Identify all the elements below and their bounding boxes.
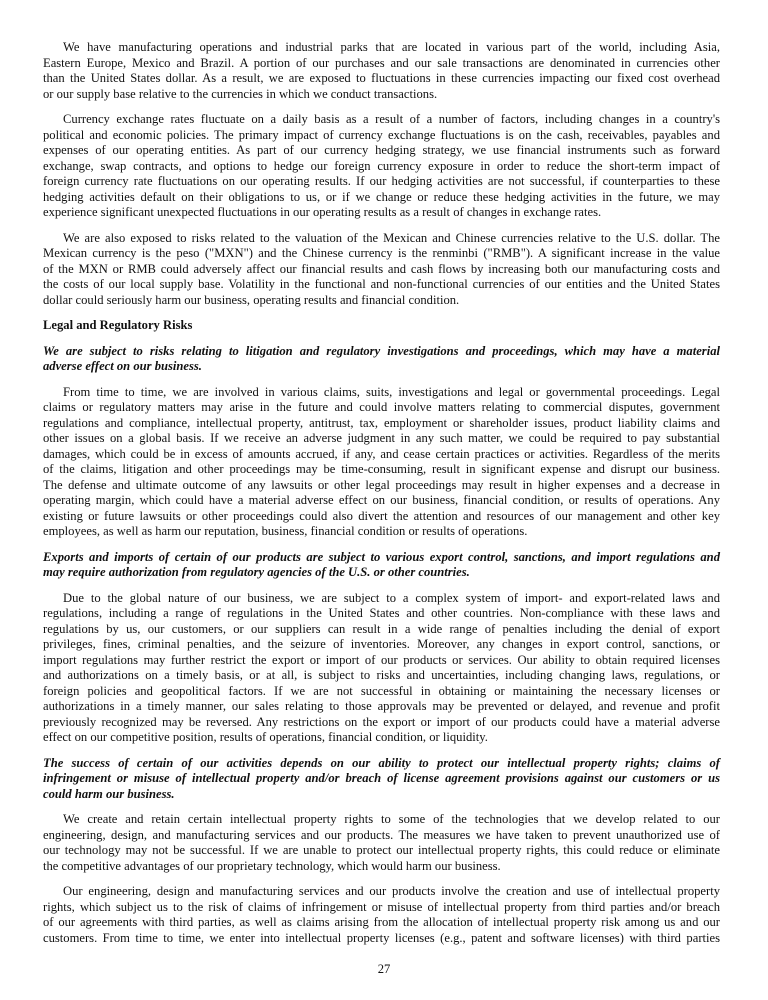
text-line: We are also exposed to risks related to the valuation of the Mexican and Chinese currencies relative to the U.S. dollar. The — [63, 230, 720, 245]
text-line: may require authorization from regulatory agencies of the U.S. or other countries. — [43, 565, 470, 579]
risk-heading — [43, 756, 720, 803]
text-line: employees, as well as harm our reputation, business, financial condition or results of operations. — [43, 524, 528, 538]
body-paragraph — [43, 385, 720, 540]
text-line: expenses of our operating entities. As part of our currency hedging strategy, we use financial instruments such as forward — [43, 143, 720, 157]
text-line: Our engineering, design and manufacturing services and our products involve the creation and use of intellectual property — [63, 884, 720, 898]
section-heading — [43, 318, 720, 334]
text-line: the competitive advantages of our proprietary technology, which would harm our business. — [43, 858, 501, 873]
text-line: existing or future lawsuits or other proceedings could also divert the attention and resources of our management and other key — [43, 508, 720, 523]
text-line: than the United States dollar. As a result, we are exposed to fluctuations in these currencies impacting our fixed cost overhead — [43, 71, 720, 85]
text-line: customers. From time to time, we enter into intellectual property licenses (e.g., patent and software licenses) with third parties — [43, 930, 720, 945]
text-line: Due to the global nature of our business, we are subject to a complex system of import- and export-related laws and — [63, 590, 720, 605]
text-line: privileges, fines, criminal penalties, and the seizure of inventories. Moreover, any changes in export control, sanctions, or — [43, 637, 720, 651]
text-line: of the MXN or RMB could adversely affect our financial results and cash flows by increasing both our manufacturing costs and — [43, 261, 720, 276]
body-paragraph — [43, 812, 720, 874]
body-paragraph — [43, 231, 720, 309]
text-line: We have manufacturing operations and industrial parks that are located in various part of the world, including Asia, — [63, 40, 720, 54]
text-line: We are subject to risks relating to litigation and regulatory investigations and proceedings, which may have a material — [43, 343, 720, 358]
text-line: Currency exchange rates fluctuate on a daily basis as a result of a number of factors, including changes in a country's — [63, 112, 720, 126]
text-line: foreign policies and geopolitical factors. If we are not successful in obtaining or maintaining the necessary licenses or — [43, 683, 720, 698]
text-line: Eastern Europe, Mexico and Brazil. A portion of our purchases and our sale transactions are denominated in currencies other — [43, 55, 720, 70]
text-line: The success of certain of our activities depends on our ability to protect our intellectual property rights; claims of — [43, 755, 720, 770]
risk-heading — [43, 550, 720, 581]
text-line: exchange, swap contracts, and options to hedge our foreign currency exposure in order to reduce the short-term impact of — [43, 158, 720, 173]
text-line: experience significant unexpected fluctuations in our operating results as a result of changes in exchange rates. — [43, 205, 602, 219]
body-paragraph — [43, 40, 720, 102]
text-line: authorizations in a timely manner, our sales relating to those approvals may be prevented or delayed, and revenue and profit — [43, 699, 720, 713]
text-line: or our supply base relative to the currencies in which we conduct transactions. — [43, 86, 438, 101]
text-line: and authorizations on a timely basis, or at all, is subject to risks and uncertainties, including changing laws, regulations, or — [43, 668, 720, 682]
text-line: effect on our competitive position, results of operations, financial condition, or liquidity. — [43, 730, 488, 744]
text-line: engineering, design, and manufacturing services and our products. The measures we have taken to prevent unauthorized use of — [43, 827, 720, 842]
text-line: political and economic policies. The primary impact of currency exchange fluctuations is on the cash, receivables, payables and — [43, 127, 720, 142]
page-number: 27 — [377, 962, 391, 976]
text-line: rights, which subject us to the risk of claims of infringement or misuse of intellectual property from third parties and/or breach — [43, 899, 720, 914]
text-line: regulations and compliance, intellectual property, antitrust, tax, employment or shareholder issues, product liability claims and — [43, 415, 720, 430]
text-line: regulations, including a range of regulations in the United States and other countries. Non-compliance with these laws and — [43, 606, 720, 620]
body-paragraph — [43, 112, 720, 221]
body-paragraph — [43, 884, 720, 946]
text-line: We create and retain certain intellectual property rights to some of the technologies that we develop related to our — [63, 812, 720, 826]
text-line: damages, which could be in excess of amounts accrued, if any, and cease certain practices or activities. Regardless of the merits — [43, 446, 720, 461]
text-line: hedging activities default on their obligations to us, or if we change or reduce these hedging activities in the future, we may — [43, 189, 720, 204]
text-line: The defense and ultimate outcome of any lawsuits or other legal proceedings may result in higher expenses and a decrease in — [43, 477, 720, 492]
text-line: foreign currency rate fluctuations on our operating results. If our hedging activities are not successful, if counterparties to these — [43, 174, 720, 188]
document-body — [43, 40, 720, 956]
text-line: could harm our business. — [43, 786, 175, 801]
text-line: infringement or misuse of intellectual property and/or breach of license agreement provisions against our customers or us — [43, 771, 720, 785]
text-line: of the claims, litigation and other proceedings may be time-consuming, result in significant expense and disrupt our business. — [43, 462, 720, 476]
text-line: our technology may not be successful. If we are unable to protect our intellectual property rights, this could reduce or eliminate — [43, 843, 720, 857]
text-line: previously recognized may be reversed. Any restrictions on the export or import of our products could have a material adverse — [43, 714, 720, 729]
text-line: import regulations may further restrict the export or import of our products or services. Our ability to obtain required licenses — [43, 652, 720, 667]
body-paragraph — [43, 591, 720, 746]
text-line: adverse effect on our business. — [43, 359, 202, 373]
text-line: dollar could seriously harm our business, operating results and financial condition. — [43, 292, 460, 307]
text-line: other issues on a global basis. If we receive an adverse judgment in any such matter, we could be required to pay substantial — [43, 431, 720, 445]
text-line: the costs of our local supply base. Volatility in the functional and non-functional currencies of our entities and the United States — [43, 277, 720, 291]
risk-heading — [43, 344, 720, 375]
text-line: Legal and Regulatory Risks — [43, 318, 193, 332]
text-line: of our agreements with third parties, as well as claims arising from the allocation of intellectual property risk among us and our — [43, 915, 720, 929]
text-line: Mexican currency is the peso ("MXN") and the Chinese currency is the renminbi ("RMB"). A significant increase in the value — [43, 246, 720, 260]
text-line: operating margin, which could have a material adverse effect on our business, financial condition, or results of operations. Any — [43, 493, 720, 507]
text-line: regulations by us, our customers, or our suppliers can result in a wide range of penalties including the denial of export — [43, 621, 720, 636]
text-line: From time to time, we are involved in various claims, suits, investigations and legal or governmental proceedings. Legal — [63, 384, 720, 399]
text-line: Exports and imports of certain of our products are subject to various export control, sanctions, and import regulations and — [43, 549, 720, 564]
text-line: claims or regulatory matters may arise in the future and could involve matters relating to commercial disputes, government — [43, 400, 720, 414]
